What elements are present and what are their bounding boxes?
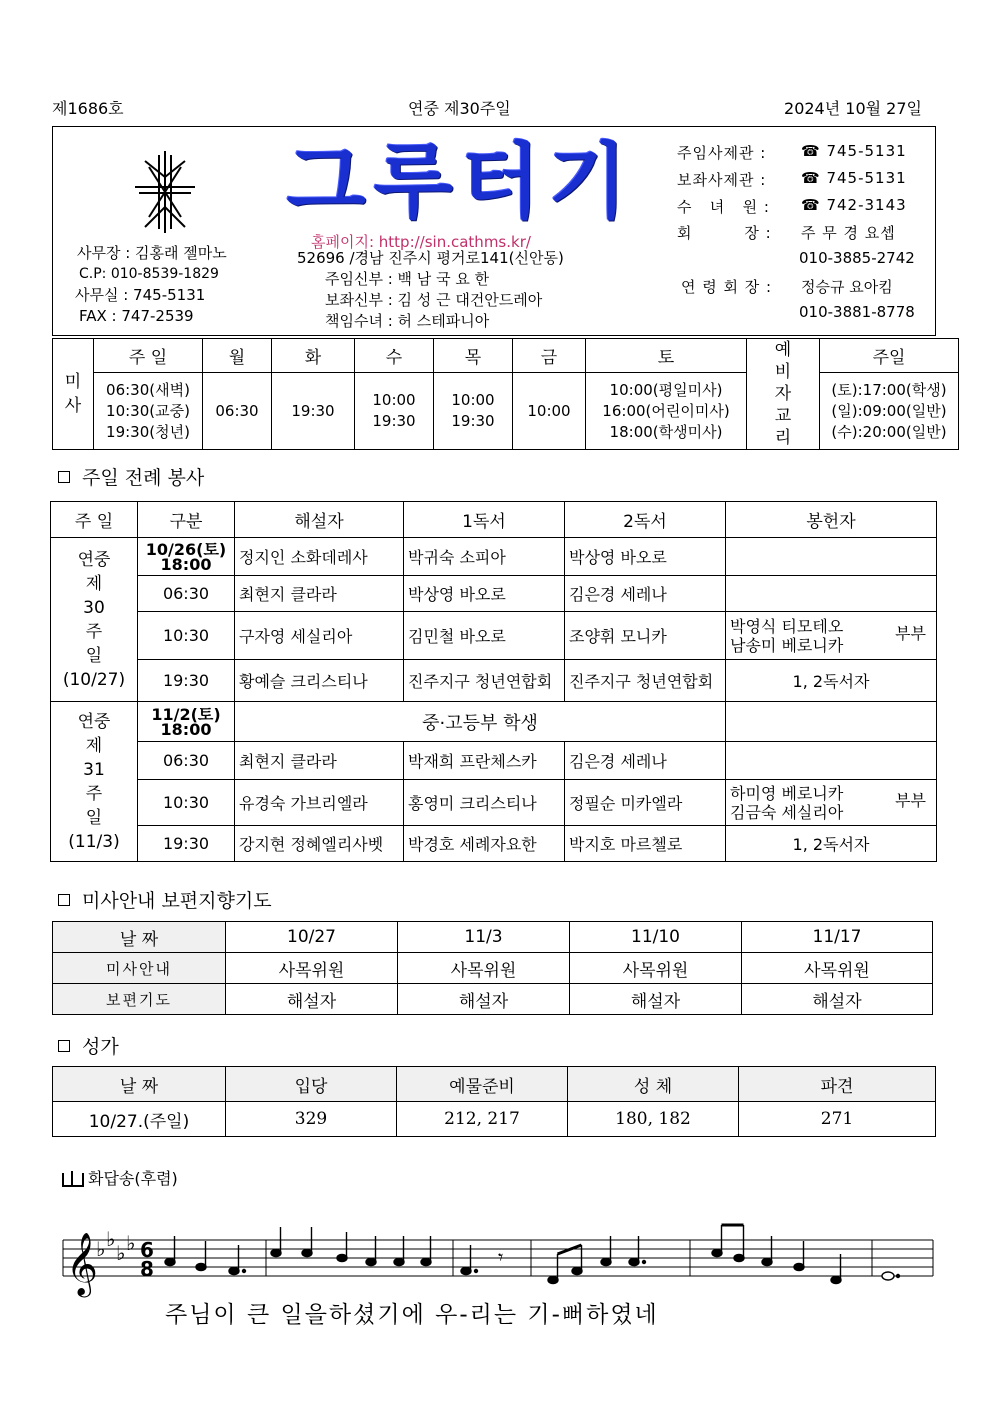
hymn-header-communion: 성 체: [568, 1067, 739, 1102]
contact-elders-value: 정승규 요아킴: [801, 278, 893, 296]
prayer-cell: 해설자: [226, 984, 398, 1015]
reader-2: 김은경 세레나: [565, 576, 726, 612]
prayer-row-label: 미사안내: [53, 953, 226, 984]
offertory: 하미영 베로니카 김금숙 세실리아 부부: [726, 780, 937, 826]
offertory: [726, 702, 937, 742]
parish-logo-cross-icon: [125, 147, 205, 237]
offertory: 박영식 티모테오 남송미 베로니카 부부: [726, 612, 937, 660]
service-time: 19:30: [138, 826, 235, 862]
prayer-schedule-table: [52, 921, 933, 1015]
mass-thu-times: 10:00 19:30: [434, 373, 513, 450]
prayer-cell: 해설자: [742, 984, 933, 1015]
head-sister: 책임수녀 : 허 스테파니아: [325, 312, 490, 330]
service-time: 10:30: [138, 780, 235, 826]
contact-assistant-label: 보좌사제관 :: [677, 171, 767, 189]
commentator: 유경숙 가브리엘라: [235, 780, 404, 826]
office-fax: FAX : 747-2539: [79, 307, 194, 325]
time-signature-bottom: 8: [140, 1257, 154, 1281]
book-icon: [62, 1173, 84, 1187]
parish-address: 52696 /경남 진주시 평거로141(신안동): [297, 249, 564, 267]
checkbox-bullet-icon: [58, 894, 70, 906]
mass-header-thu: 목: [434, 339, 513, 373]
mass-schedule-table: [52, 338, 959, 450]
service-header-reading1: 1독서: [404, 502, 565, 538]
week-30-label: 연중 제 30 주 일 (10/27): [51, 538, 138, 702]
time-signature-top: 6: [140, 1238, 154, 1262]
pastor: 주임신부 : 백 남 국 요 한: [325, 270, 490, 288]
prayer-header-date: 날 짜: [53, 922, 226, 953]
prayer-header-col: 11/10: [570, 922, 742, 953]
contact-convent-value: ☎ 742-3143: [801, 196, 907, 214]
svg-text:♭: ♭: [106, 1227, 116, 1251]
mass-header-catechism: 예 비 자 교 리: [747, 339, 820, 450]
offertory: [726, 538, 937, 576]
mass-wed-times: 10:00 19:30: [355, 373, 434, 450]
bulletin-title: 그루터기: [286, 135, 636, 230]
reader-1: 홍영미 크리스티나: [404, 780, 565, 826]
service-time: 06:30: [138, 742, 235, 780]
reader-2: 박상영 바오로: [565, 538, 726, 576]
hymn-offertory: 212, 217: [397, 1102, 568, 1137]
mass-label: 미 사: [53, 339, 94, 450]
mass-header-tue: 화: [272, 339, 355, 373]
prayer-row-label: 보편기도: [53, 984, 226, 1015]
catechism-times: (토):17:00(학생) (일):09:00(일반) (수):20:00(일반): [820, 373, 959, 450]
contact-elders-label: 연 령 회 장 :: [681, 278, 773, 296]
treble-clef-icon: 𝄞: [66, 1232, 98, 1295]
hymn-header-entrance: 입당: [226, 1067, 397, 1102]
office-phone: 사무실 : 745-5131: [75, 286, 206, 304]
reader-1: 진주지구 청년연합회: [404, 660, 565, 702]
prayer-header-col: 11/3: [398, 922, 570, 953]
music-staff: [58, 1216, 938, 1306]
contact-assistant-value: ☎ 745-5131: [801, 169, 907, 187]
commentator: 최현지 클라라: [235, 742, 404, 780]
reader-2: 정필순 미카엘라: [565, 780, 726, 826]
service-header-commentator: 해설자: [235, 502, 404, 538]
offertory: [726, 742, 937, 780]
mass-header-mon: 월: [203, 339, 272, 373]
hymn-entrance: 329: [226, 1102, 397, 1137]
contact-president-label: 회 장 :: [677, 224, 772, 242]
issue-number: 제1686호: [52, 99, 124, 118]
svg-text:♭: ♭: [116, 1241, 126, 1265]
reader-2: 조양휘 모니카: [565, 612, 726, 660]
service-header-offertory: 봉헌자: [726, 502, 937, 538]
hymn-table: [52, 1066, 936, 1137]
contact-president-phone: 010-3885-2742: [799, 249, 915, 267]
commentator: 정지인 소화데레사: [235, 538, 404, 576]
contact-elders-phone: 010-3881-8778: [799, 303, 915, 321]
mass-header-catechism-sunday: 주일: [820, 339, 959, 373]
section-title-prayer: 미사안내 보편지향기도: [58, 886, 272, 913]
service-time: 10:30: [138, 612, 235, 660]
office-cellphone: C.P: 010-8539-1829: [79, 266, 219, 282]
prayer-cell: 사목위원: [398, 953, 570, 984]
svg-text:𝄾: 𝄾: [498, 1245, 504, 1269]
youth-group-merged: 중·고등부 학생: [235, 702, 726, 742]
hymn-header-recessional: 파견: [739, 1067, 936, 1102]
mass-tue-time: 19:30: [272, 373, 355, 450]
commentator: 구자영 세실리아: [235, 612, 404, 660]
mass-header-sunday: 주 일: [94, 339, 203, 373]
liturgical-week: 연중 제30주일: [408, 99, 511, 118]
reader-1: 박경호 세례자요한: [404, 826, 565, 862]
assistant-priest: 보좌신부 : 김 성 근 대건안드레아: [325, 291, 543, 309]
service-time: 19:30: [138, 660, 235, 702]
issue-date: 2024년 10월 27일: [784, 99, 922, 118]
mass-fri-time: 10:00: [513, 373, 586, 450]
reader-2: 박지호 마르첼로: [565, 826, 726, 862]
contact-rectory-label: 주임사제관 :: [677, 144, 767, 162]
mass-mon-time: 06:30: [203, 373, 272, 450]
checkbox-bullet-icon: [58, 1040, 70, 1052]
week-31-label: 연중 제 31 주 일 (11/3): [51, 702, 138, 862]
contact-president-value: 주 무 경 요셉: [801, 224, 896, 242]
prayer-cell: 사목위원: [742, 953, 933, 984]
reader-2: 진주지구 청년연합회: [565, 660, 726, 702]
hymn-recessional: 271: [739, 1102, 936, 1137]
psalm-lyrics: 주님이 큰 일을하셨기에 우-리는 기-뻐하였네: [165, 1302, 659, 1328]
commentator: 황예슬 크리스티나: [235, 660, 404, 702]
hymn-communion: 180, 182: [568, 1102, 739, 1137]
mass-sat-times: 10:00(평일미사) 16:00(어린이미사) 18:00(학생미사): [586, 373, 747, 450]
prayer-cell: 사목위원: [570, 953, 742, 984]
svg-text:♭: ♭: [126, 1231, 136, 1255]
svg-text:♭: ♭: [96, 1237, 106, 1261]
service-time: 06:30: [138, 576, 235, 612]
psalm-label: 화답송(후렴): [62, 1166, 178, 1189]
prayer-cell: 해설자: [570, 984, 742, 1015]
prayer-cell: 해설자: [398, 984, 570, 1015]
mass-header-sat: 토: [586, 339, 747, 373]
service-time: 11/2(토) 18:00: [138, 702, 235, 742]
reader-1: 박귀숙 소피아: [404, 538, 565, 576]
checkbox-bullet-icon: [58, 471, 70, 483]
mass-header-wed: 수: [355, 339, 434, 373]
contact-rectory-value: ☎ 745-5131: [801, 142, 907, 160]
section-title-service: 주일 전례 봉사: [58, 463, 204, 490]
offertory: [726, 576, 937, 612]
reader-1: 박상영 바오로: [404, 576, 565, 612]
contact-convent-label: 수 녀 원 :: [677, 198, 770, 216]
prayer-header-col: 11/17: [742, 922, 933, 953]
service-header-reading2: 2독서: [565, 502, 726, 538]
offertory: 1, 2독서자: [726, 660, 937, 702]
homepage-link[interactable]: 홈페이지: http://sin.cathms.kr/: [311, 233, 531, 251]
reader-1: 박재희 프란체스카: [404, 742, 565, 780]
hymn-header-offertory: 예물준비: [397, 1067, 568, 1102]
service-header-week: 주 일: [51, 502, 138, 538]
service-header-type: 구분: [138, 502, 235, 538]
prayer-header-col: 10/27: [226, 922, 398, 953]
prayer-cell: 사목위원: [226, 953, 398, 984]
mass-sunday-times: 06:30(새벽) 10:30(교중) 19:30(청년): [94, 373, 203, 450]
reader-1: 김민철 바오로: [404, 612, 565, 660]
section-title-hymn: 성가: [58, 1032, 119, 1059]
liturgy-service-table: [50, 501, 937, 862]
bulletin-header: [52, 126, 936, 336]
offertory: 1, 2독서자: [726, 826, 937, 862]
commentator: 최현지 클라라: [235, 576, 404, 612]
reader-2: 김은경 세레나: [565, 742, 726, 780]
service-time: 10/26(토) 18:00: [138, 538, 235, 576]
hymn-header-date: 날 짜: [53, 1067, 226, 1102]
mass-header-fri: 금: [513, 339, 586, 373]
office-manager: 사무장 : 김홍래 젤마노: [77, 244, 227, 262]
commentator: 강지현 정혜엘리사벳: [235, 826, 404, 862]
hymn-date: 10/27.(주일): [53, 1102, 226, 1137]
